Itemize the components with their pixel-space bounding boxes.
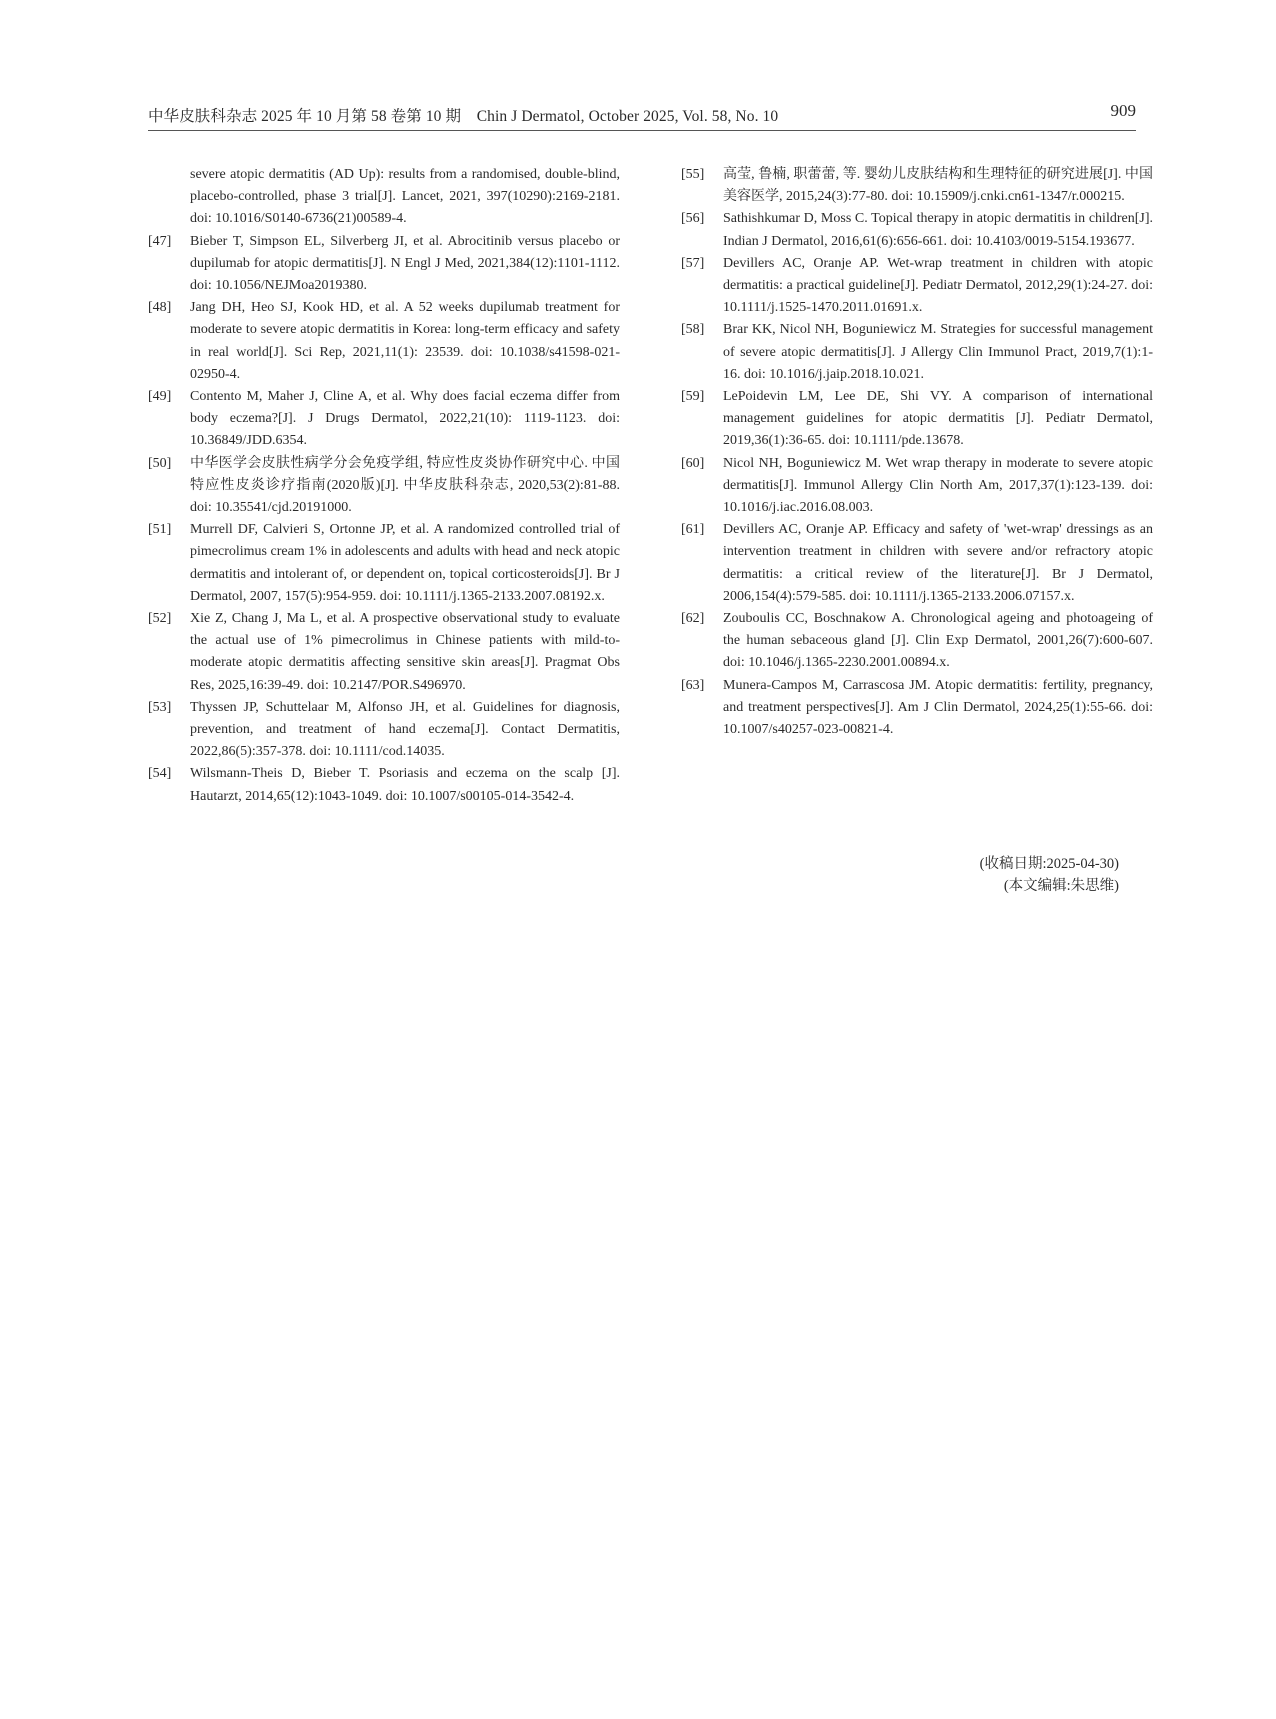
- reference-text: Jang DH, Heo SJ, Kook HD, et al. A 52 weeks dupilumab treatment for moderate to severe atopic dermatitis in Korea: long-term efficacy and safety in real world[J]. Sci Rep, 2021,11(1): 23539. doi: 10.1038/s41598-021-02950-4.: [190, 300, 620, 382]
- received-date: (收稿日期:2025-04-30): [979, 856, 1119, 872]
- reference-number: [51]: [148, 522, 172, 538]
- reference-number: [49]: [148, 389, 172, 405]
- reference-number: [56]: [681, 211, 705, 227]
- reference-text: Contento M, Maher J, Cline A, et al. Why does facial eczema differ from body eczema?[J]. J Drugs Dermatol, 2022,21(10): 1119-1123. doi: 10.36849/JDD.6354.: [190, 389, 620, 449]
- reference-number: [60]: [681, 455, 705, 471]
- reference-number: [55]: [681, 167, 705, 182]
- reference-number: [63]: [681, 677, 705, 693]
- reference-entry: [148, 386, 620, 453]
- reference-text: Devillers AC, Oranje AP. Wet-wrap treatment in children with atopic dermatitis: a practical guideline[J]. Pediatr Dermatol, 2012,29(1):24-27. doi: 10.1111/j.1525-1470.2011.01691.x.: [723, 255, 1153, 316]
- reference-text: 中华医学会皮肤性病学分会免疫学组, 特应性皮炎协作研究中心. 中国特应性皮炎诊疗指南(2020版)[J]. 中华皮肤科杂志, 2020,53(2):81-88. doi: 10.35541/cjd.20191000.: [190, 455, 620, 516]
- reference-entry: [681, 164, 1153, 208]
- journal-citation-line: 中华皮肤科杂志 2025 年 10 月第 58 卷第 10 期 Chin J Dermatol, October 2025, Vol. 58, No. 10: [148, 108, 779, 125]
- reference-entry: [681, 675, 1153, 742]
- reference-number: [62]: [681, 611, 705, 627]
- editor-credit: (本文编辑:朱思维): [1003, 878, 1119, 894]
- reference-text: Zouboulis CC, Boschnakow A. Chronological ageing and photoageing of the human sebaceous gland [J]. Clin Exp Dermatol, 2001,26(7):600-607. doi: 10.1046/j.1365-2230.2001.00894.x.: [723, 611, 1153, 671]
- reference-text: Sathishkumar D, Moss C. Topical therapy in atopic dermatitis in children[J]. Indian J Dermatol, 2016,61(6):656-661. doi: 10.4103/0019-5154.193677.: [723, 211, 1153, 249]
- reference-number: [58]: [681, 322, 705, 338]
- reference-text: Thyssen JP, Schuttelaar M, Alfonso JH, et al. Guidelines for diagnosis, prevention, and treatment of hand eczema[J]. Contact Dermatitis, 2022,86(5):357-378. doi: 10.1111/cod.14035.: [190, 699, 620, 760]
- reference-text: severe atopic dermatitis (AD Up): results from a randomised, double-blind, placebo-controlled, phase 3 trial[J]. Lancet, 2021, 397(10290):2169-2181. doi: 10.1016/S0140-6736(21)00589-4.: [190, 167, 620, 227]
- page-number: 909: [1110, 101, 1136, 120]
- reference-entry: [148, 608, 620, 697]
- reference-text: LePoidevin LM, Lee DE, Shi VY. A comparison of international management guidelines for atopic dermatitis [J]. Pediatr Dermatol, 2019,36(1):36-65. doi: 10.1111/pde.13678.: [723, 389, 1153, 449]
- reference-entry: [148, 763, 620, 807]
- reference-entry: [148, 697, 620, 764]
- reference-text: 高莹, 鲁楠, 职蕾蕾, 等. 婴幼儿皮肤结构和生理特征的研究进展[J]. 中国美容医学, 2015,24(3):77-80. doi: 10.15909/j.cnki.cn61-1347/r.000215.: [723, 167, 1153, 205]
- reference-entry: [148, 519, 620, 608]
- reference-text: Xie Z, Chang J, Ma L, et al. A prospective observational study to evaluate the actual use of 1% pimecrolimus in Chinese patients with mild-to-moderate atopic dermatitis affecting sensitive skin areas[J]. Pragmat Obs Res, 2025,16:39-49. doi: 10.2147/POR.S496970.: [190, 611, 620, 693]
- reference-entry: [148, 453, 620, 520]
- reference-entry: [681, 608, 1153, 675]
- reference-number: [61]: [681, 522, 705, 538]
- reference-entry: [681, 453, 1153, 520]
- reference-number: [59]: [681, 389, 705, 405]
- reference-number: [47]: [148, 233, 172, 249]
- reference-entry: [681, 386, 1153, 453]
- reference-entry: [681, 319, 1153, 386]
- reference-list-right-column: [681, 164, 1153, 741]
- reference-number: [53]: [148, 699, 172, 715]
- reference-text: Wilsmann-Theis D, Bieber T. Psoriasis and eczema on the scalp [J]. Hautarzt, 2014,65(12):1043-1049. doi: 10.1007/s00105-014-3542-4.: [190, 766, 620, 804]
- reference-entry: [681, 253, 1153, 320]
- reference-entry: [148, 164, 620, 231]
- reference-entry: [681, 208, 1153, 252]
- reference-text: Bieber T, Simpson EL, Silverberg JI, et al. Abrocitinib versus placebo or dupilumab for atopic dermatitis[J]. N Engl J Med, 2021,384(12):1101-1112. doi: 10.1056/NEJMoa2019380.: [190, 233, 620, 294]
- reference-number: [48]: [148, 300, 172, 316]
- reference-entry: [681, 519, 1153, 608]
- reference-list-left-column: [148, 164, 620, 808]
- reference-number: [54]: [148, 766, 172, 782]
- article-footer: [980, 853, 1119, 897]
- reference-text: Murrell DF, Calvieri S, Ortonne JP, et al. A randomized controlled trial of pimecrolimus cream 1% in adolescents and adults with head and neck atopic dermatitis and intolerant of, or dependent on, topical corticosteroids[J]. Br J Dermatol, 2007, 157(5):954-959. doi: 10.1111/j.1365-2133.2007.08192.x.: [190, 522, 620, 604]
- reference-text: Devillers AC, Oranje AP. Efficacy and safety of 'wet-wrap' dressings as an intervention treatment in children with severe and/or refractory atopic dermatitis: a critical review of the literature[J]. Br J Dermatol, 2006,154(4):579-585. doi: 10.1111/j.1365-2133.2006.07157.x.: [723, 522, 1153, 604]
- reference-entry: [148, 231, 620, 298]
- reference-number: [52]: [148, 611, 172, 627]
- reference-text: Brar KK, Nicol NH, Boguniewicz M. Strategies for successful management of severe atopic dermatitis[J]. J Allergy Clin Immunol Pract, 2019,7(1):1-16. doi: 10.1016/j.jaip.2018.10.021.: [723, 322, 1153, 382]
- reference-text: Nicol NH, Boguniewicz M. Wet wrap therapy in moderate to severe atopic dermatitis[J]. Immunol Allergy Clin North Am, 2017,37(1):123-139. doi: 10.1016/j.iac.2016.08.003.: [723, 455, 1153, 516]
- reference-entry: [148, 297, 620, 386]
- running-header: [148, 101, 1136, 131]
- reference-text: Munera-Campos M, Carrascosa JM. Atopic dermatitis: fertility, pregnancy, and treatment perspectives[J]. Am J Clin Dermatol, 2024,25(1):55-66. doi: 10.1007/s40257-023-00821-4.: [723, 677, 1153, 738]
- reference-number: [57]: [681, 255, 705, 271]
- reference-number: [50]: [148, 455, 172, 471]
